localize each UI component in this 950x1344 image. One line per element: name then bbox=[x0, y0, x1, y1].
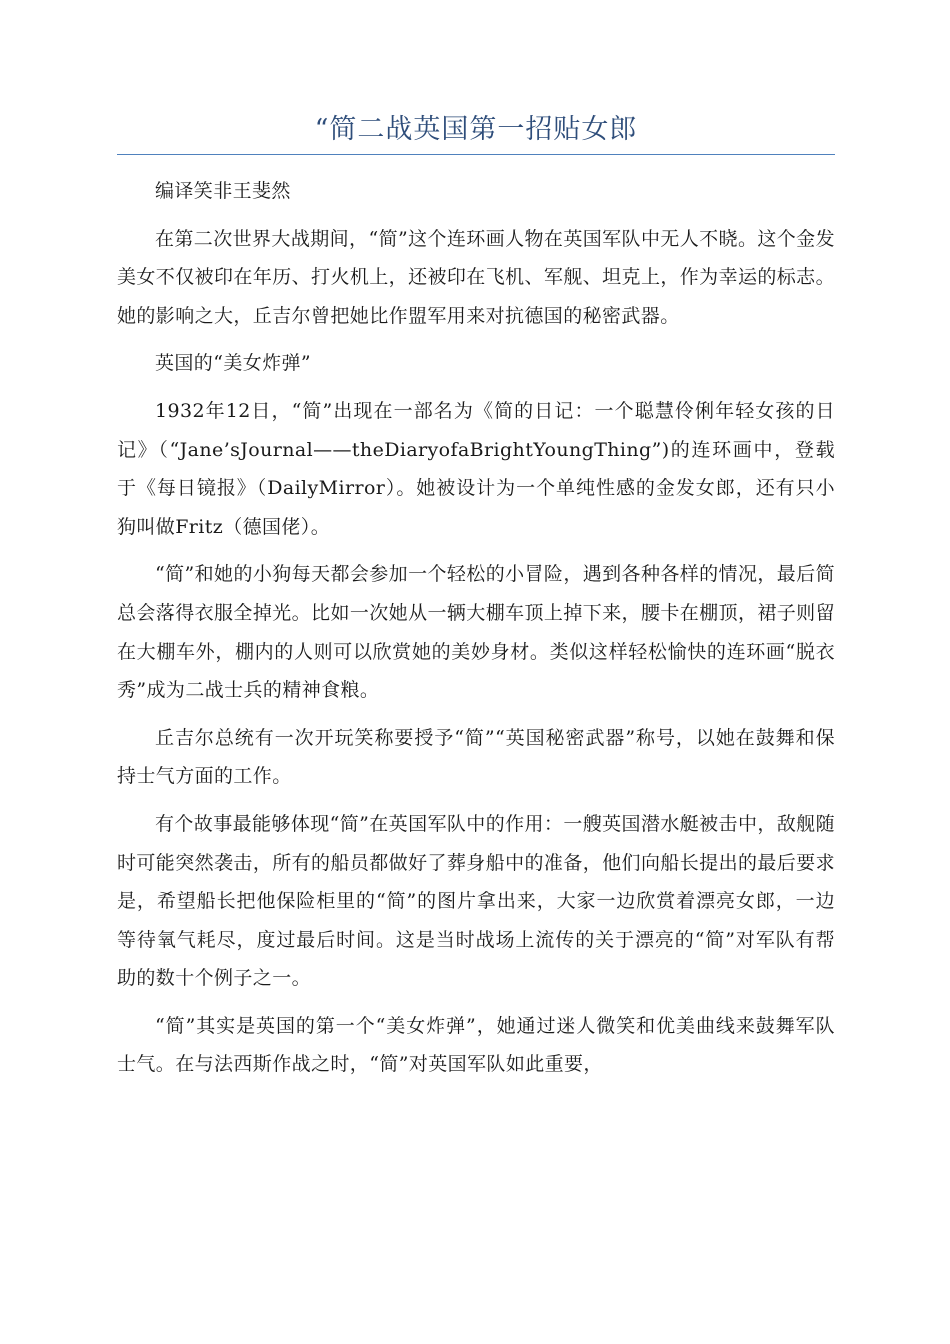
paragraph-adventures: “简”和她的小狗每天都会参加一个轻松的小冒险，遇到各种各样的情况，最后简总会落得衣服全掉光。比如一次她从一辆大棚车顶上掉下来，腰卡在棚顶，裙子则留在大棚车外，棚内的人则可以欣赏她的美妙身材。类似这样轻松愉快的连环画“脱衣秀”成为二战士兵的精神食粮。 bbox=[117, 563, 835, 702]
paragraph-churchill: 丘吉尔总统有一次开玩笑称要授予“简”“英国秘密武器”称号，以她在鼓舞和保持士气方面的工作。 bbox=[117, 726, 835, 788]
title-underline bbox=[117, 154, 835, 155]
document-body bbox=[117, 172, 835, 1086]
document-title: “简二战英国第一招贴女郎 bbox=[314, 114, 638, 145]
byline: 编译笑非王斐然 bbox=[155, 180, 291, 202]
paragraph-morale: “简”其实是英国的第一个“美女炸弹”，她通过迷人微笑和优美曲线来鼓舞军队士气。在与法西斯作战之时，“简”对英国军队如此重要， bbox=[117, 1014, 835, 1076]
section-heading: 英国的“美女炸弹” bbox=[155, 352, 312, 375]
paragraph-origin: 1932年12日，“简”出现在一部名为《简的日记：一个聪慧伶俐年轻女孩的日记》（“Jane’sJournal——theDiaryofaBrightYoungThing”)的连环画中，登载于《每日镜报》（DailyMirror）。她被设计为一个单纯性感的金发女郎，还有只小狗叫做Fritz（德国佬）。 bbox=[117, 399, 835, 538]
paragraph-submarine-story: 有个故事最能够体现“简”在英国军队中的作用：一艘英国潜水艇被击中，敌舰随时可能突然袭击，所有的船员都做好了葬身船中的准备，他们向船长提出的最后要求是，希望船长把他保险柜里的“简”的图片拿出来，大家一边欣赏着漂亮女郎，一边等待氧气耗尽，度过最后时间。这是当时战场上流传的关于漂亮的“简”对军队有帮助的数十个例子之一。 bbox=[117, 812, 835, 990]
paragraph-intro: 在第二次世界大战期间，“简”这个连环画人物在英国军队中无人不晓。这个金发美女不仅被印在年历、打火机上，还被印在飞机、军舰、坦克上，作为幸运的标志。她的影响之大，丘吉尔曾把她比作盟军用来对抗德国的秘密武器。 bbox=[117, 227, 835, 327]
